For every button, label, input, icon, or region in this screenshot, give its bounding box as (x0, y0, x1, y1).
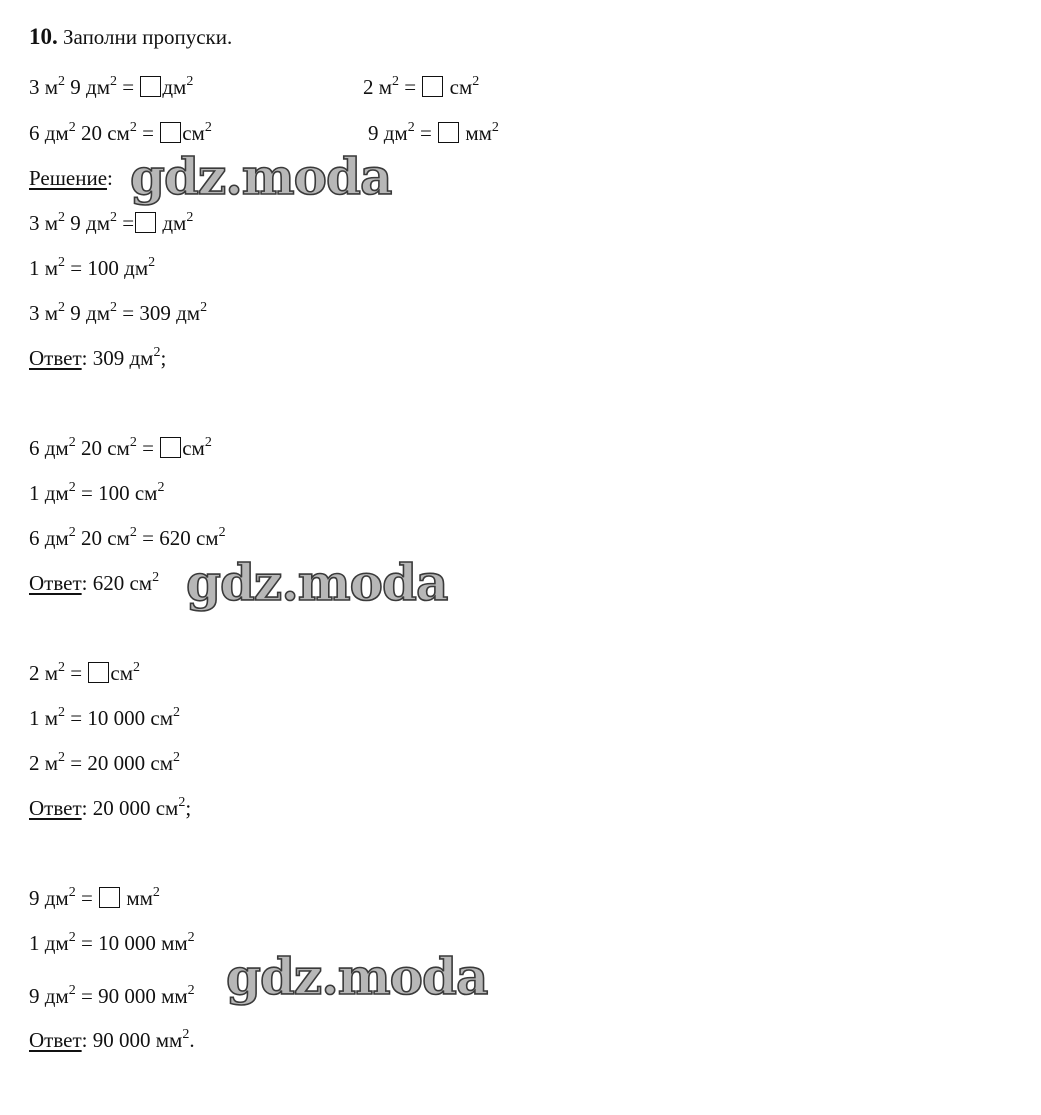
s2-line-2: 1 $дм^2 = 100$ $см^2$ (29, 480, 165, 505)
problem-3: 6 $дм^2$ 20 $см^2 = см^2$ (29, 120, 212, 145)
answer-label: Ответ (29, 796, 82, 820)
solution-heading: Решение: (29, 166, 113, 190)
watermark-logo: gdz.moda (186, 553, 448, 612)
blank-box (438, 122, 459, 143)
answer-label: Ответ (29, 346, 82, 370)
s3-line-3: 2 $м^2 = 20$ 000 $см^2$ (29, 750, 180, 775)
watermark-logo: gdz.moda (130, 147, 392, 206)
s2-line-1: 6 $дм^2$ 20 $см^2 = см^2$ (29, 435, 212, 460)
watermark-logo: gdz.moda (226, 947, 488, 1006)
problem-4: 9 $дм^2 = мм^2$ (368, 120, 499, 145)
s1-answer: Ответ: 309 $дм^2$; (29, 345, 167, 370)
blank-box (422, 76, 443, 97)
blank-box (99, 887, 120, 908)
s2-line-3: 6 $дм^2$ 20 $см^2 = 620$ $см^2$ (29, 525, 226, 550)
s2-answer: Ответ: 620 $см^2$ (29, 570, 160, 595)
answer-label: Ответ (29, 1028, 82, 1052)
blank-box (140, 76, 161, 97)
s4-line-3: 9 $дм^2 = 90$ 000 $мм^2$ (29, 983, 195, 1008)
s4-answer: Ответ: 90 000 $мм^2$. (29, 1027, 195, 1052)
task-title: Заполни пропуски. (63, 25, 233, 49)
solution-label: Решение (29, 166, 108, 190)
problem-1: 3 $м^2$ 9 $дм^2 = дм^2$ (29, 74, 194, 99)
problem-2: 2 $м^2 = см^2$ (363, 74, 480, 99)
s4-line-2: 1 $дм^2 = 10$ 000 $мм^2$ (29, 930, 195, 955)
answer-label: Ответ (29, 571, 82, 595)
s1-line-1: 3 $м^2$ 9 $дм^2 = дм^2$ (29, 210, 194, 235)
s4-line-1: 9 $дм^2 = мм^2$ (29, 885, 160, 910)
s1-line-2: 1 $м^2 = 100$ $дм^2$ (29, 255, 156, 280)
task-header (29, 24, 232, 50)
blank-box (160, 122, 181, 143)
blank-box (135, 212, 156, 233)
s1-line-3: 3 $м^2$ 9 $дм^2 = 309$ $дм^2$ (29, 300, 208, 325)
s3-line-2: 1 $м^2 = 10$ 000 $см^2$ (29, 705, 180, 730)
blank-box (160, 437, 181, 458)
s3-answer: Ответ: 20 000 $см^2$; (29, 795, 192, 820)
s3-line-1: 2 $м^2 = см^2$ (29, 660, 141, 685)
blank-box (88, 662, 109, 683)
task-number: 10. (29, 24, 58, 49)
